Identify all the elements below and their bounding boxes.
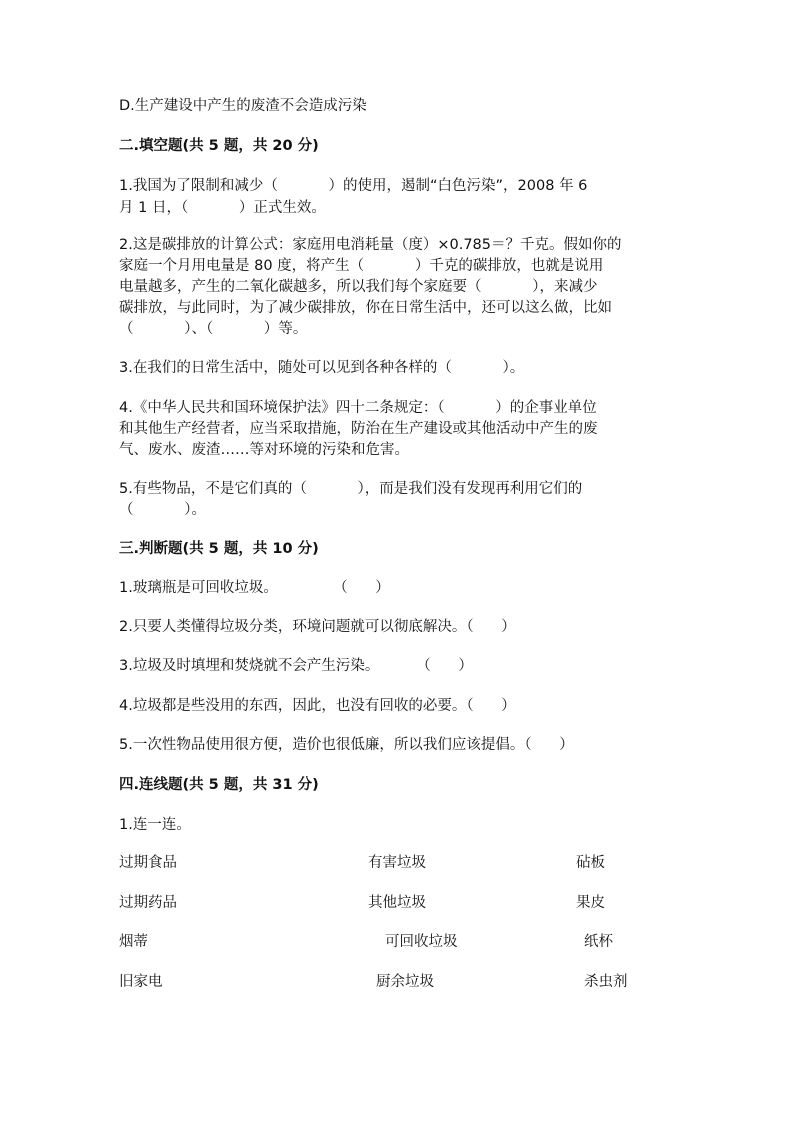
s2-q5-line2: （ ）。 — [119, 502, 206, 518]
s2-q2-line3: 电量越多，产生的二氧化碳越多，所以我们每个家庭要（ ），来减少 — [119, 279, 598, 295]
match-middle-item: 有害垃圾 — [368, 855, 426, 871]
s2-q2-line4: 碳排放，与此同时，为了减少碳排放，你在日常生活中，还可以这么做，比如 — [119, 300, 612, 316]
s2-q1-line1: 1.我国为了限制和减少（ ）的使用，遏制“白色污染”，2008 年 6 — [119, 178, 588, 194]
s2-q4-line3: 气、废水、废渣……等对环境的污染和危害。 — [119, 442, 409, 458]
s3-q3: 3.垃圾及时填埋和焚烧就不会产生污染。 （ ） — [119, 658, 473, 674]
section-4-heading: 四.连线题(共 5 题，共 31 分) — [119, 777, 319, 793]
match-left-item: 烟蒂 — [119, 934, 148, 950]
section-3-heading: 三.判断题(共 5 题，共 10 分) — [119, 541, 319, 557]
match-left-item: 旧家电 — [119, 974, 163, 990]
match-middle-item: 其他垃圾 — [368, 895, 426, 911]
match-right-item: 纸杯 — [584, 934, 613, 950]
s3-q4: 4.垃圾都是些没用的东西，因此，也没有回收的必要。（ ） — [119, 698, 516, 714]
s2-q4-line2: 和其他生产经营者，应当采取措施，防治在生产建设或其他活动中产生的废 — [119, 421, 598, 437]
s4-q1: 1.连一连。 — [119, 817, 191, 833]
s2-q5-line1: 5.有些物品，不是它们真的（ ），而是我们没有发现再利用它们的 — [119, 481, 583, 497]
match-right-item: 砧板 — [576, 855, 605, 871]
match-right-item: 果皮 — [576, 895, 605, 911]
option-d: D.生产建设中产生的废渣不会造成污染 — [119, 98, 367, 114]
s3-q1: 1.玻璃瓶是可回收垃圾。 （ ） — [119, 580, 390, 596]
s3-q5: 5.一次性物品使用很方便，造价也很低廉，所以我们应该提倡。（ ） — [119, 737, 574, 753]
match-middle-item: 可回收垃圾 — [385, 934, 458, 950]
s2-q2-line1: 2.这是碳排放的计算公式：家庭用电消耗量（度）×0.785＝？千克。假如你的 — [119, 237, 622, 253]
match-left-item: 过期药品 — [119, 895, 177, 911]
s2-q1-line2: 月 1 日，（ ）正式生效。 — [119, 200, 326, 216]
s3-q2: 2.只要人类懂得垃圾分类，环境问题就可以彻底解决。（ ） — [119, 619, 516, 635]
match-right-item: 杀虫剂 — [584, 974, 628, 990]
section-2-heading: 二.填空题(共 5 题，共 20 分) — [119, 138, 319, 154]
match-middle-item: 厨余垃圾 — [376, 974, 434, 990]
s2-q3: 3.在我们的日常生活中，随处可以见到各种各样的（ ）。 — [119, 360, 525, 376]
s2-q2-line5: （ ）、（ ）等。 — [119, 321, 308, 337]
match-left-item: 过期食品 — [119, 855, 177, 871]
s2-q4-line1: 4.《中华人民共和国环境保护法》四十二条规定：（ ）的企事业单位 — [119, 400, 597, 416]
s2-q2-line2: 家庭一个月用电量是 80 度，将产生（ ）千克的碳排放，也就是说用 — [119, 258, 604, 274]
